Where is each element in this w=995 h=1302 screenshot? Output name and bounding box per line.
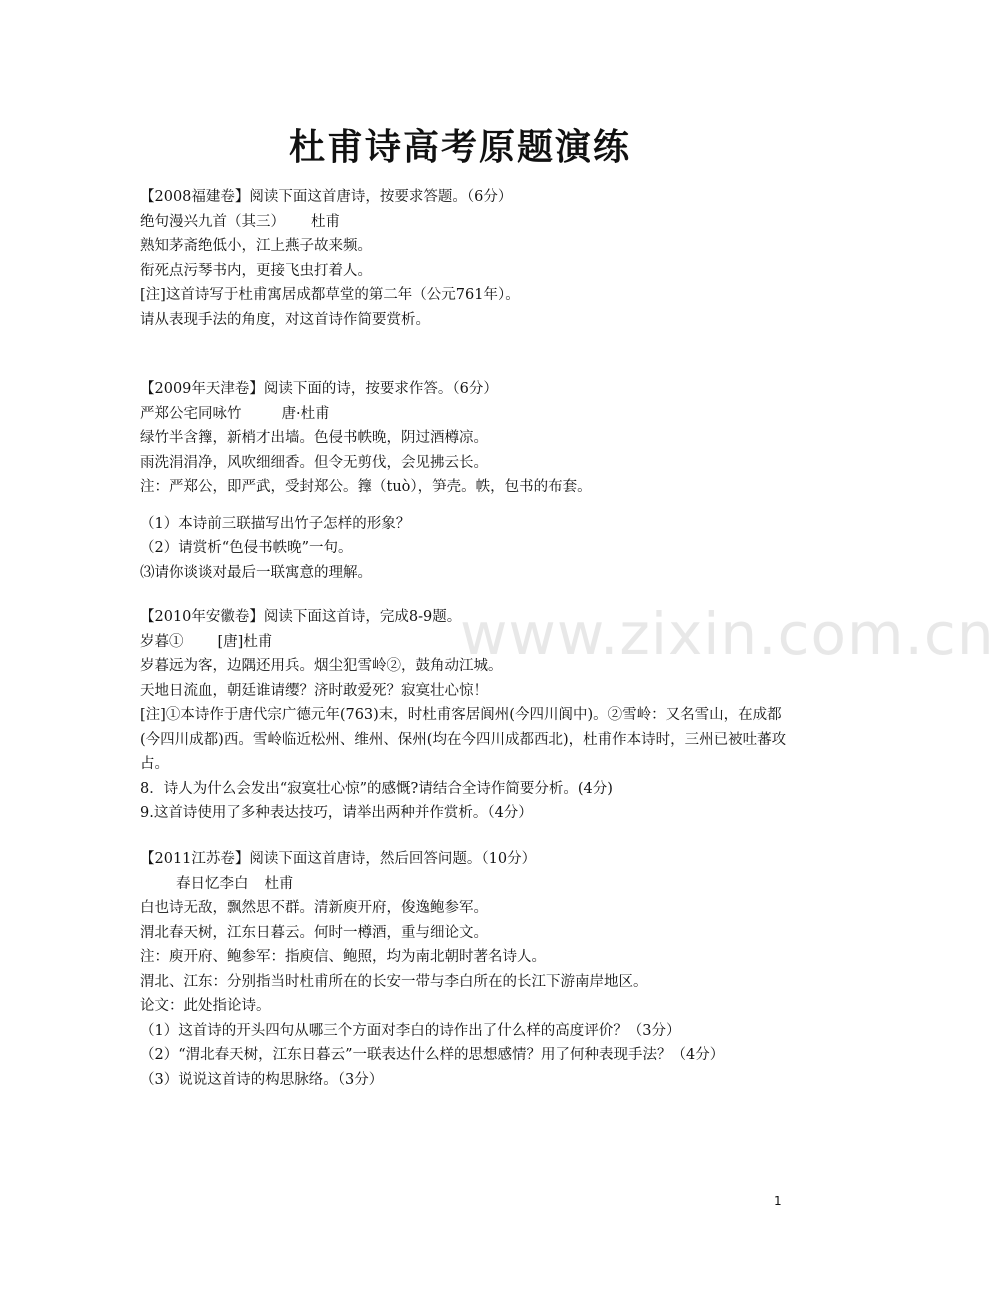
question: （1）这首诗的开头四句从哪三个方面对李白的诗作出了什么样的高度评价？（3分） <box>140 1022 681 1039</box>
poem-author: 杜甫 <box>311 213 340 230</box>
page-number: 1 <box>774 1194 782 1208</box>
annotation: [注]这首诗写于杜甫寓居成都草堂的第二年（公元761年）。 <box>140 287 520 303</box>
poem-line: 天地日流血，朝廷谁请缨？济时敢爱死？寂寞壮心惊！ <box>140 682 488 699</box>
question: （1）本诗前三联描写出竹子怎样的形象？ <box>140 515 411 532</box>
poem-title-line <box>140 630 790 655</box>
poem-title-line <box>140 402 790 427</box>
poem-title: 绝句漫兴九首（其三） <box>140 213 285 230</box>
poem-title: 严郑公宅同咏竹 <box>140 405 242 422</box>
question: （2）请赏析“色侵书帙晚”一句。 <box>140 540 353 556</box>
question: 8．诗人为什么会发出“寂寞壮心惊”的感慨?请结合全诗作简要分析。(4分) <box>140 780 613 797</box>
annotation: 注：庾开府、鲍参军：指庾信、鲍照，均为南北朝时著名诗人。 <box>140 949 546 965</box>
question: 请从表现手法的角度，对这首诗作简要赏析。 <box>140 311 430 328</box>
question-section-2011-jiangsu <box>140 847 790 1092</box>
poem-author: 杜甫 <box>264 875 294 892</box>
poem-title: 春日忆李白 <box>176 875 249 892</box>
section-heading: 【2011江苏卷】阅读下面这首唐诗，然后回答问题。（10分） <box>140 851 537 867</box>
poem-title-line <box>140 210 790 235</box>
annotation: 渭北、江东：分别指当时杜甫所在的长安一带与李白所在的长江下游南岸地区。 <box>140 973 648 990</box>
section-heading: 【2008福建卷】阅读下面这首唐诗，按要求答题。（6分） <box>140 189 513 205</box>
poem-line: 白也诗无敌，飘然思不群。清新庾开府，俊逸鲍参军。 <box>140 900 488 916</box>
section-heading: 【2009年天津卷】阅读下面的诗，按要求作答。（6分） <box>140 381 498 397</box>
question-section-2008-fujian <box>140 185 790 332</box>
poem-line: 渭北春天树，江东日暮云。何时一樽酒，重与细论文。 <box>140 924 488 941</box>
poem-title: 岁暮① <box>140 633 184 650</box>
poem-title-line <box>140 872 790 897</box>
question: （3）说说这首诗的构思脉络。（3分） <box>140 1071 384 1088</box>
annotation: [注]①本诗作于唐代宗广德元年(763)末，时杜甫客居阆州(今四川阆中)。②雪岭：又名雪山，在成都(今四川成都)西。雪岭临近松州、维州、保州(均在今四川成都西北)，杜甫作本诗时，三州已被吐蕃攻占。 <box>140 707 787 772</box>
poem-author: [唐]杜甫 <box>217 633 273 650</box>
annotation: 注：严郑公，即严武，受封郑公。籜（tuò），笋壳。帙，包书的布套。 <box>140 479 592 495</box>
question: ⑶请你谈谈对最后一联寓意的理解。 <box>140 564 372 581</box>
poem-line: 绿竹半含籜，新梢才出墙。色侵书帙晚，阴过酒樽凉。 <box>140 430 488 446</box>
poem-line: 熟知茅斋绝低小，江上燕子故来频。 <box>140 238 372 254</box>
annotation: 论文：此处指论诗。 <box>140 998 271 1014</box>
watermark: www.zixin.com.cn <box>460 600 995 668</box>
poem-line: 岁暮远为客，边隅还用兵。烟尘犯雪岭②，鼓角动江城。 <box>140 658 503 674</box>
poem-line: 雨洗涓涓净，风吹细细香。但令无剪伐，会见拂云长。 <box>140 454 488 471</box>
question-section-2009-tianjin <box>140 377 790 585</box>
question-section-2010-anhui <box>140 605 790 826</box>
poem-line: 衔死点污琴书内，更接飞虫打着人。 <box>140 262 372 279</box>
poem-author: 唐·杜甫 <box>281 405 330 422</box>
section-heading: 【2010年安徽卷】阅读下面这首诗，完成8-9题。 <box>140 609 462 625</box>
question: 9.这首诗使用了多种表达技巧，请举出两种并作赏析。（4分） <box>140 805 533 821</box>
question: （2）“渭北春天树，江东日暮云”一联表达什么样的思想感情？用了何种表现手法？（4分） <box>140 1047 725 1063</box>
document-title: 杜甫诗高考原题演练 <box>288 127 631 168</box>
